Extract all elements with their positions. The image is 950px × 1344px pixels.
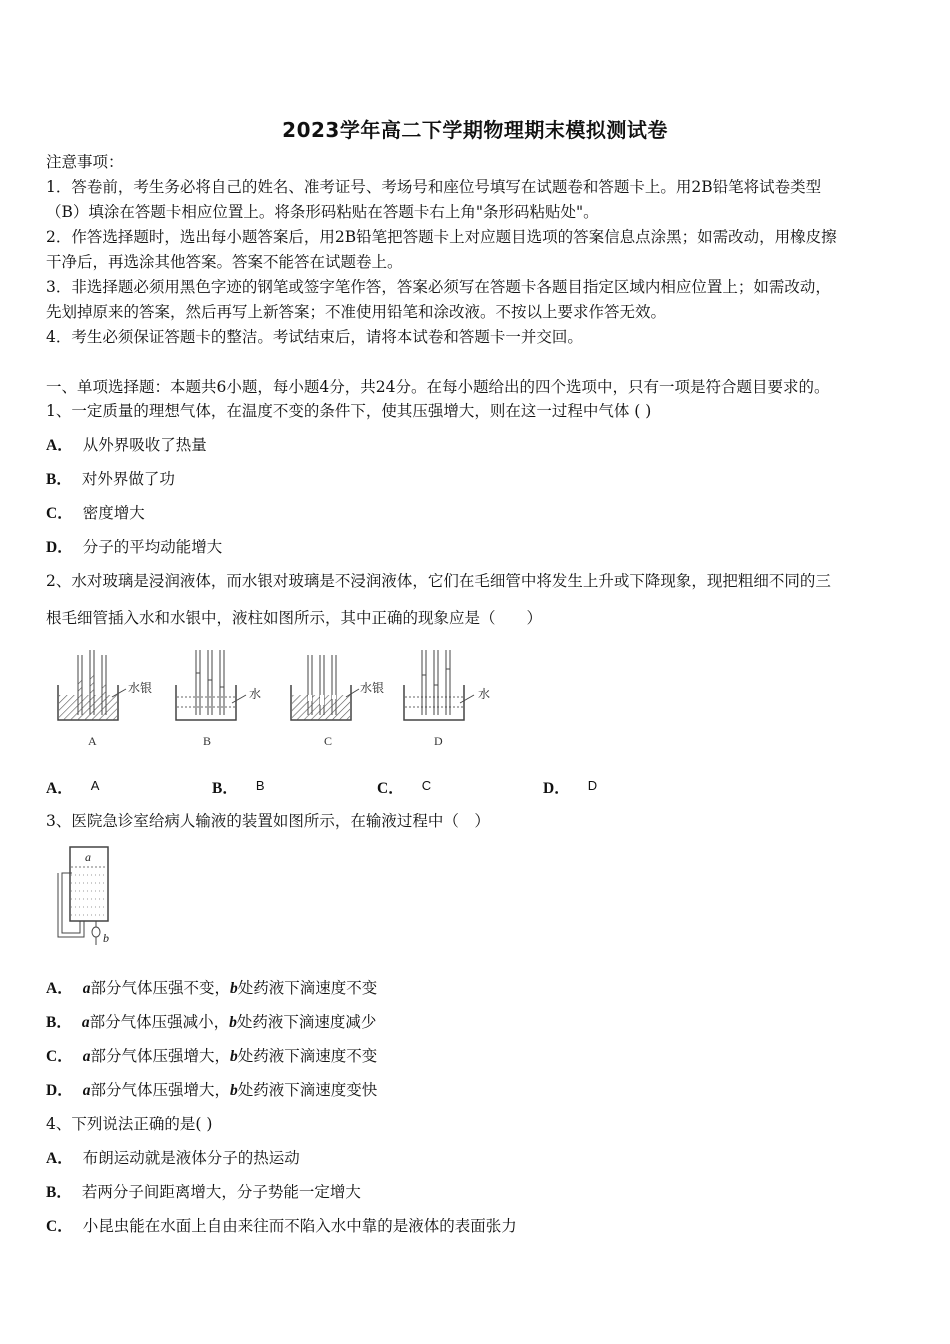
option-text: 处药液下滴速度变快 xyxy=(237,1081,378,1099)
option-text: 分子的平均动能增大 xyxy=(82,538,223,556)
option-text: D xyxy=(587,778,598,793)
variable-b: b xyxy=(229,1048,238,1065)
notice-line: （B）填涂在答题卡相应位置上。将条形码粘贴在答题卡右上角"条形码粘贴处"。 xyxy=(46,203,599,221)
panel-label: C xyxy=(324,734,333,748)
q2-option-d xyxy=(543,776,597,798)
q1-option-b xyxy=(46,469,175,490)
option-text: 处药液下滴速度减少 xyxy=(236,1013,377,1031)
q2-option-a xyxy=(46,776,99,798)
option-label: B． xyxy=(46,1014,72,1031)
option-text: 部分气体压强不变， xyxy=(90,979,230,997)
option-text: 处药液下滴速度不变 xyxy=(237,979,378,997)
option-text: 若两分子间距离增大，分子势能一定增大 xyxy=(81,1183,361,1201)
panel-label: A xyxy=(88,734,97,748)
option-label: B． xyxy=(46,1184,72,1201)
option-label: D． xyxy=(46,539,73,556)
panel-c xyxy=(291,655,384,748)
panel-label: D xyxy=(434,734,443,748)
panel-d xyxy=(404,650,490,748)
q3-option-d xyxy=(46,1080,377,1101)
q3-option-b xyxy=(46,1012,376,1033)
option-label: C． xyxy=(46,1048,73,1065)
variable-a: a xyxy=(82,1048,91,1065)
option-label: C． xyxy=(46,505,73,522)
option-text: 从外界吸收了热量 xyxy=(82,436,207,454)
q4-option-b xyxy=(46,1182,361,1203)
q1-option-d xyxy=(46,537,222,558)
notice-line: 1．答卷前，考生务必将自己的姓名、准考证号、考场号和座位号填写在试题卷和答题卡上。用2B铅笔将试卷类型 xyxy=(46,178,822,196)
option-text: 密度增大 xyxy=(82,504,145,522)
option-text: C xyxy=(421,778,432,793)
notice-line: 干净后，再选涂其他答案。答案不能答在试题卷上。 xyxy=(46,253,403,271)
notice-line: 先划掉原来的答案，然后再写上新答案；不准使用铅笔和涂改液。不按以上要求作答无效。 xyxy=(46,303,667,321)
notice-heading: 注意事项： xyxy=(46,153,124,171)
q4-option-c xyxy=(46,1216,517,1237)
section-heading: 一、单项选择题：本题共6小题，每小题4分，共24分。在每小题给出的四个选项中，只有一项是符合题目要求的。 xyxy=(46,378,830,396)
q4-option-a xyxy=(46,1148,300,1169)
option-label: C． xyxy=(46,1218,73,1235)
label-a: a xyxy=(85,850,91,864)
page-title: 2023学年高二下学期物理期末模拟测试卷 xyxy=(282,118,668,142)
panel-a xyxy=(58,650,152,748)
liquid-label: 水 xyxy=(249,687,262,701)
option-text: 处药液下滴速度不变 xyxy=(237,1047,378,1065)
question-2-stem-cont: 根毛细管插入水和水银中，液柱如图所示，其中正确的现象应是（ ） xyxy=(46,609,543,627)
option-label: D． xyxy=(46,1082,73,1099)
q1-option-a xyxy=(46,435,207,456)
option-label: B． xyxy=(212,780,238,797)
question-3-stem: 3、医院急诊室给病人输液的装置如图所示，在输液过程中（ ） xyxy=(46,812,490,830)
option-label: A． xyxy=(46,1150,73,1167)
liquid-label: 水银 xyxy=(128,681,153,695)
variable-a: a xyxy=(81,1014,90,1031)
liquid-label: 水 xyxy=(478,687,491,701)
q3-option-c xyxy=(46,1046,377,1067)
panel-label: B xyxy=(203,734,212,748)
variable-a: a xyxy=(82,1082,91,1099)
q3-option-a xyxy=(46,978,377,999)
variable-b: b xyxy=(229,1014,237,1031)
question-4-stem: 4、下列说法正确的是( ) xyxy=(46,1115,213,1133)
variable-a: a xyxy=(82,980,91,997)
option-text: A xyxy=(90,778,100,793)
q2-option-b xyxy=(212,776,265,798)
option-text: 部分气体压强增大， xyxy=(90,1047,230,1065)
option-label: A． xyxy=(46,780,73,797)
option-label: C． xyxy=(377,780,404,797)
option-text: 部分气体压强减小， xyxy=(89,1013,230,1031)
q1-option-c xyxy=(46,503,145,524)
option-label: D． xyxy=(543,780,570,797)
notice-line: 2．作答选择题时，选出每小题答案后，用2B铅笔把答题卡上对应题目选项的答案信息点涂黑；如需改动，用橡皮擦 xyxy=(46,228,837,246)
option-label: A． xyxy=(46,980,73,997)
infusion-figure xyxy=(52,843,122,948)
option-text: B xyxy=(255,778,265,793)
option-label: A． xyxy=(46,437,73,454)
option-text: 对外界做了功 xyxy=(81,470,175,488)
variable-b: b xyxy=(229,980,238,997)
label-b: b xyxy=(103,931,109,945)
variable-b: b xyxy=(229,1082,238,1099)
capillary-figure xyxy=(46,645,506,760)
q2-option-c xyxy=(377,776,431,798)
option-text: 布朗运动就是液体分子的热运动 xyxy=(82,1149,300,1167)
option-text: 小昆虫能在水面上自由来往而不陷入水中靠的是液体的表面张力 xyxy=(82,1217,517,1235)
notice-line: 4．考生必须保证答题卡的整洁。考试结束后，请将本试卷和答题卡一并交回。 xyxy=(46,328,583,346)
question-2-stem: 2、水对玻璃是浸润液体，而水银对玻璃是不浸润液体，它们在毛细管中将发生上升或下降现象，现把粗细不同的三 xyxy=(46,572,831,590)
panel-b xyxy=(176,650,261,748)
option-label: B． xyxy=(46,471,72,488)
question-1-stem: 1、一定质量的理想气体，在温度不变的条件下，使其压强增大，则在这一过程中气体 ( ) xyxy=(46,402,652,420)
notice-line: 3．非选择题必须用黑色字迹的钢笔或签字笔作答，答案必须写在答题卡各题目指定区域内相应位置上；如需改动， xyxy=(46,278,831,296)
option-text: 部分气体压强增大， xyxy=(90,1081,230,1099)
liquid-label: 水银 xyxy=(360,681,385,695)
